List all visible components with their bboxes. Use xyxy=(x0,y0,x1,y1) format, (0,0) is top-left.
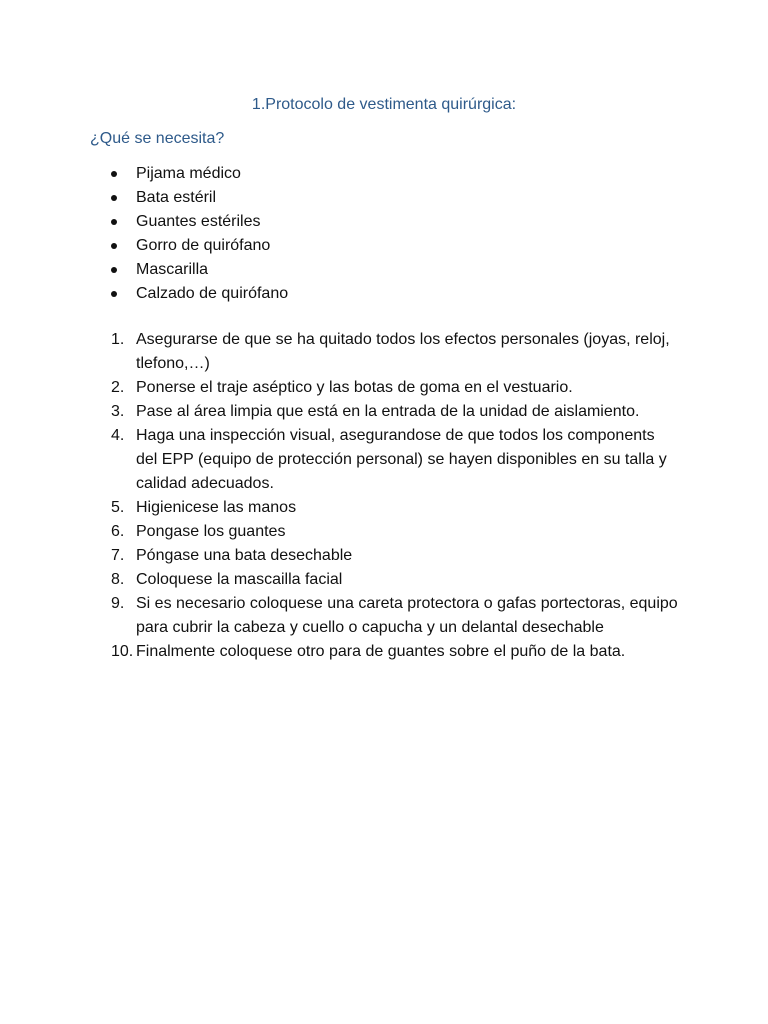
list-item xyxy=(0,210,768,234)
step-number: 7. xyxy=(111,547,125,564)
step-item xyxy=(0,376,768,400)
step-item xyxy=(0,640,768,664)
list-item-text: Calzado de quirófano xyxy=(136,285,289,302)
step-text: Pase al área limpia que está en la entrada de la unidad de aislamiento. xyxy=(136,403,640,420)
step-text: Higienicese las manos xyxy=(136,499,297,516)
step-item xyxy=(0,568,768,592)
step-item xyxy=(0,496,768,520)
document-title: 1.Protocolo de vestimenta quirúrgica: xyxy=(251,96,517,113)
step-text: Póngase una bata desechable xyxy=(136,547,353,564)
step-text: Finalmente coloquese otro para de guantes sobre el puño de la bata. xyxy=(136,643,626,660)
step-number: 4. xyxy=(111,427,125,444)
step-item xyxy=(0,544,768,568)
bullet-icon xyxy=(111,243,117,249)
list-item xyxy=(0,234,768,258)
list-item xyxy=(0,162,768,186)
step-text: Asegurarse de que se ha quitado todos los efectos personales (joyas, reloj, tlefono,…) xyxy=(136,331,670,372)
section-subheading: ¿Qué se necesita? xyxy=(90,130,225,147)
step-item xyxy=(0,520,768,544)
list-item xyxy=(0,258,768,282)
step-text: Pongase los guantes xyxy=(136,523,286,540)
list-item-text: Mascarilla xyxy=(136,261,209,278)
bullet-icon xyxy=(111,219,117,225)
list-item-text: Bata estéril xyxy=(136,189,217,206)
step-text: Coloquese la mascailla facial xyxy=(136,571,343,588)
step-item xyxy=(0,592,768,640)
bullet-icon xyxy=(111,195,117,201)
step-text: Haga una inspección visual, asegurandose de que todos los components del EPP (equipo de protección personal) se hayen disponibles en su talla y calidad adecuados. xyxy=(136,427,667,492)
step-number: 8. xyxy=(111,571,125,588)
step-number: 3. xyxy=(111,403,125,420)
bullet-icon xyxy=(111,267,117,273)
step-number: 6. xyxy=(111,523,125,540)
step-item xyxy=(0,328,768,376)
materials-list xyxy=(0,162,768,306)
step-number: 1. xyxy=(111,331,125,348)
step-text: Ponerse el traje aséptico y las botas de goma en el vestuario. xyxy=(136,379,573,396)
step-item xyxy=(0,424,768,496)
step-item xyxy=(0,400,768,424)
step-number: 5. xyxy=(111,499,125,516)
procedure-steps-list xyxy=(0,328,768,664)
step-text: Si es necesario coloquese una careta protectora o gafas portectoras, equipo para cubrir la cabeza y cuello o capucha y un delantal desechable xyxy=(136,595,678,636)
bullet-icon xyxy=(111,291,117,297)
list-item xyxy=(0,186,768,210)
bullet-icon xyxy=(111,171,117,177)
step-number: 9. xyxy=(111,595,125,612)
step-number: 10. xyxy=(111,643,134,660)
list-item-text: Guantes estériles xyxy=(136,213,261,230)
list-item xyxy=(0,282,768,306)
list-item-text: Gorro de quirófano xyxy=(136,237,271,254)
step-number: 2. xyxy=(111,379,125,396)
list-item-text: Pijama médico xyxy=(136,165,241,182)
